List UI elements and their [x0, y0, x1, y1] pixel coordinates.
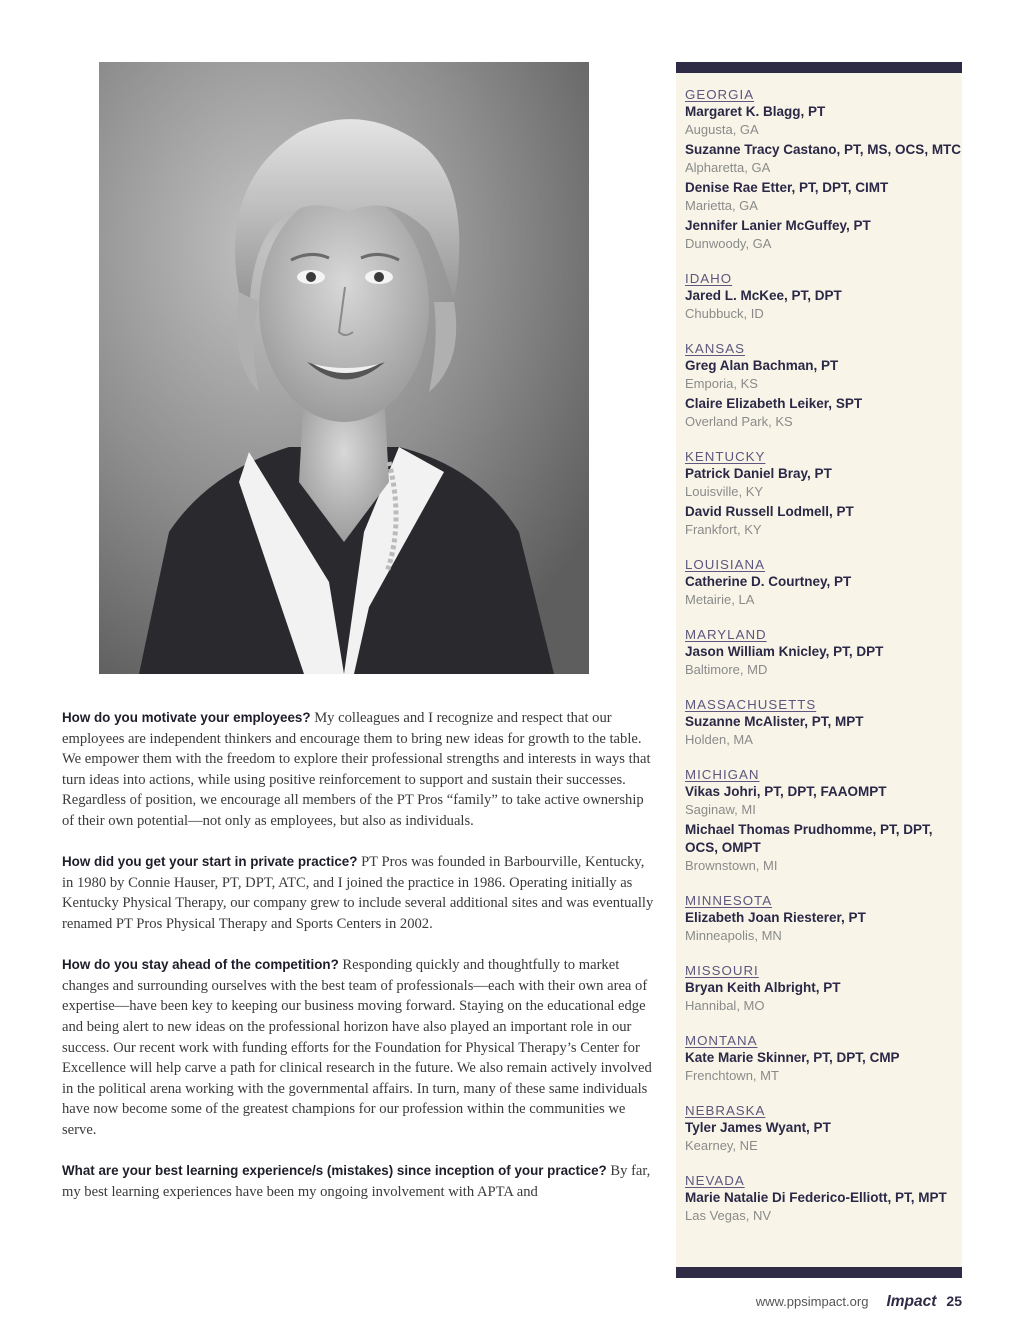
- state-group-nebraska: [685, 1102, 962, 1154]
- state-group-louisiana: [685, 556, 962, 608]
- interview-answer: Responding quickly and thoughtfully to market changes and surrounding ourselves with the best team of professionals—each with their own area of expertise—have been key to keeping our business moving forward. Staying on the educational edge and being alert to new ideas on the professional horizon have also played an important role in our success. Our recent work with funding efforts for the Foundation for Physical Therapy’s Center for Excellence will help carve a path for clinical research in the future. We also remain actively involved in the political arena working with the governmental affairs. In turn, many of these same individuals have now become some of the greatest champions for our profession within the communities we serve.: [62, 957, 652, 1138]
- member-name: Jared L. McKee, PT, DPT: [685, 288, 842, 303]
- member-city: Augusta, GA: [685, 122, 759, 137]
- member-directory-sidebar: [676, 62, 962, 1278]
- state-heading: NEVADA: [685, 1173, 745, 1188]
- state-heading: MINNESOTA: [685, 893, 773, 908]
- state-heading: KANSAS: [685, 341, 745, 356]
- state-heading: LOUISIANA: [685, 557, 765, 572]
- member-entry: [685, 643, 962, 678]
- member-name: David Russell Lodmell, PT: [685, 504, 854, 519]
- member-city: Kearney, NE: [685, 1138, 758, 1153]
- member-name: Kate Marie Skinner, PT, DPT, CMP: [685, 1050, 900, 1065]
- member-entry: [685, 395, 962, 430]
- page-footer: [756, 1293, 962, 1317]
- state-heading: MICHIGAN: [685, 767, 760, 782]
- state-heading: GEORGIA: [685, 87, 755, 102]
- interview-answer: PT Pros was founded in Barbourville, Kentucky, in 1980 by Connie Hauser, PT, DPT, ATC, and I joined the practice in 1986. Operating initially as Kentucky Physical Therapy, our company grew to include several additional sites and was eventually renamed PT Pros Physical Therapy and Sports Centers in 2002.: [62, 854, 654, 932]
- member-city: Saginaw, MI: [685, 802, 756, 817]
- portrait-photo: [99, 62, 589, 674]
- member-entry: [685, 713, 962, 748]
- qa-paragraph: [62, 1161, 654, 1202]
- interview-answer: My colleagues and I recognize and respect that our employees are independent thinkers and encourage them to bring new ideas for growth to the table. We empower them with the freedom to explore their professional strengths and interests in ways that turn ideas into actions, while using positive reinforcement to support and sustain their successes. Regardless of position, we encourage all members of the PT Pros “family” to take active ownership of their own potential—not only as employees, but also as individuals.: [62, 710, 651, 829]
- member-city: Alpharetta, GA: [685, 160, 771, 175]
- member-city: Minneapolis, MN: [685, 928, 782, 943]
- qa-paragraph: [62, 955, 654, 1140]
- member-entry: [685, 979, 962, 1014]
- state-heading: MASSACHUSETTS: [685, 697, 817, 712]
- member-city: Frenchtown, MT: [685, 1068, 779, 1083]
- member-name: Bryan Keith Albright, PT: [685, 980, 841, 995]
- state-group-nevada: [685, 1172, 962, 1224]
- member-entry: [685, 503, 962, 538]
- member-entry: [685, 783, 962, 818]
- member-name: Greg Alan Bachman, PT: [685, 358, 839, 373]
- footer-website-link[interactable]: www.ppsimpact.org: [755, 1294, 869, 1309]
- member-name: Suzanne Tracy Castano, PT, MS, OCS, MTC: [685, 142, 962, 157]
- state-group-michigan: [685, 766, 962, 874]
- member-name: Denise Rae Etter, PT, DPT, CIMT: [685, 180, 889, 195]
- qa-paragraph: [62, 852, 654, 934]
- member-city: Las Vegas, NV: [685, 1208, 771, 1223]
- state-group-georgia: [685, 86, 962, 252]
- state-group-kentucky: [685, 448, 962, 538]
- member-entry: [685, 357, 962, 392]
- member-city: Hannibal, MO: [685, 998, 765, 1013]
- state-group-maryland: [685, 626, 962, 678]
- state-heading: MISSOURI: [685, 963, 759, 978]
- interview-answer: By far, my best learning experiences have been my ongoing involvement with APTA and: [62, 1163, 651, 1200]
- state-heading: MARYLAND: [685, 627, 767, 642]
- interview-question: How did you get your start in private practice?: [62, 854, 358, 870]
- state-heading: KENTUCKY: [685, 449, 766, 464]
- member-entry: [685, 217, 962, 252]
- member-city: Brownstown, MI: [685, 858, 778, 873]
- member-entry: [685, 179, 962, 214]
- member-city: Emporia, KS: [685, 376, 758, 391]
- magazine-logo: Impact: [886, 1293, 937, 1310]
- member-city: Louisville, KY: [685, 484, 764, 499]
- member-entry: [685, 287, 962, 322]
- member-name: Elizabeth Joan Riesterer, PT: [685, 910, 866, 925]
- member-city: Frankfort, KY: [685, 522, 762, 537]
- member-entry: [685, 821, 962, 874]
- member-name: Jason William Knicley, PT, DPT: [685, 644, 884, 659]
- member-entry: [685, 1189, 962, 1224]
- member-name: Tyler James Wyant, PT: [685, 1120, 831, 1135]
- member-name: Suzanne McAlister, PT, MPT: [685, 714, 864, 729]
- member-entry: [685, 573, 962, 608]
- member-city: Marietta, GA: [685, 198, 758, 213]
- interview-question: What are your best learning experience/s (mistakes) since inception of your practice?: [62, 1163, 607, 1179]
- member-name: Catherine D. Courtney, PT: [685, 574, 852, 589]
- member-city: Chubbuck, ID: [685, 306, 764, 321]
- member-city: Baltimore, MD: [685, 662, 768, 677]
- member-entry: [685, 909, 962, 944]
- member-entry: [685, 1119, 962, 1154]
- member-name: Marie Natalie Di Federico-Elliott, PT, MPT: [685, 1190, 947, 1205]
- member-city: Metairie, LA: [685, 592, 755, 607]
- state-group-minnesota: [685, 892, 962, 944]
- member-city: Holden, MA: [685, 732, 753, 747]
- state-group-missouri: [685, 962, 962, 1014]
- member-entry: [685, 141, 962, 176]
- member-name: Michael Thomas Prudhomme, PT, DPT, OCS, OMPT: [685, 822, 933, 855]
- member-entry: [685, 465, 962, 500]
- qa-paragraph: [62, 708, 654, 832]
- state-heading: NEBRASKA: [685, 1103, 766, 1118]
- member-name: Margaret K. Blagg, PT: [685, 104, 826, 119]
- state-group-kansas: [685, 340, 962, 430]
- interview-question: How do you motivate your employees?: [62, 710, 311, 725]
- member-name: Claire Elizabeth Leiker, SPT: [685, 396, 863, 411]
- member-city: Overland Park, KS: [685, 414, 793, 429]
- member-city: Dunwoody, GA: [685, 236, 772, 251]
- member-name: Vikas Johri, PT, DPT, FAAOMPT: [685, 784, 887, 799]
- state-group-montana: [685, 1032, 962, 1084]
- interview-text: [62, 708, 654, 1223]
- page-number: 25: [946, 1293, 962, 1309]
- member-entry: [685, 1049, 962, 1084]
- interview-question: How do you stay ahead of the competition?: [62, 957, 339, 973]
- member-name: Jennifer Lanier McGuffey, PT: [685, 218, 871, 233]
- state-group-massachusetts: [685, 696, 962, 748]
- state-heading: IDAHO: [685, 271, 733, 286]
- member-name: Patrick Daniel Bray, PT: [685, 466, 832, 481]
- state-heading: MONTANA: [685, 1033, 758, 1048]
- member-entry: [685, 103, 962, 138]
- state-group-idaho: [685, 270, 962, 322]
